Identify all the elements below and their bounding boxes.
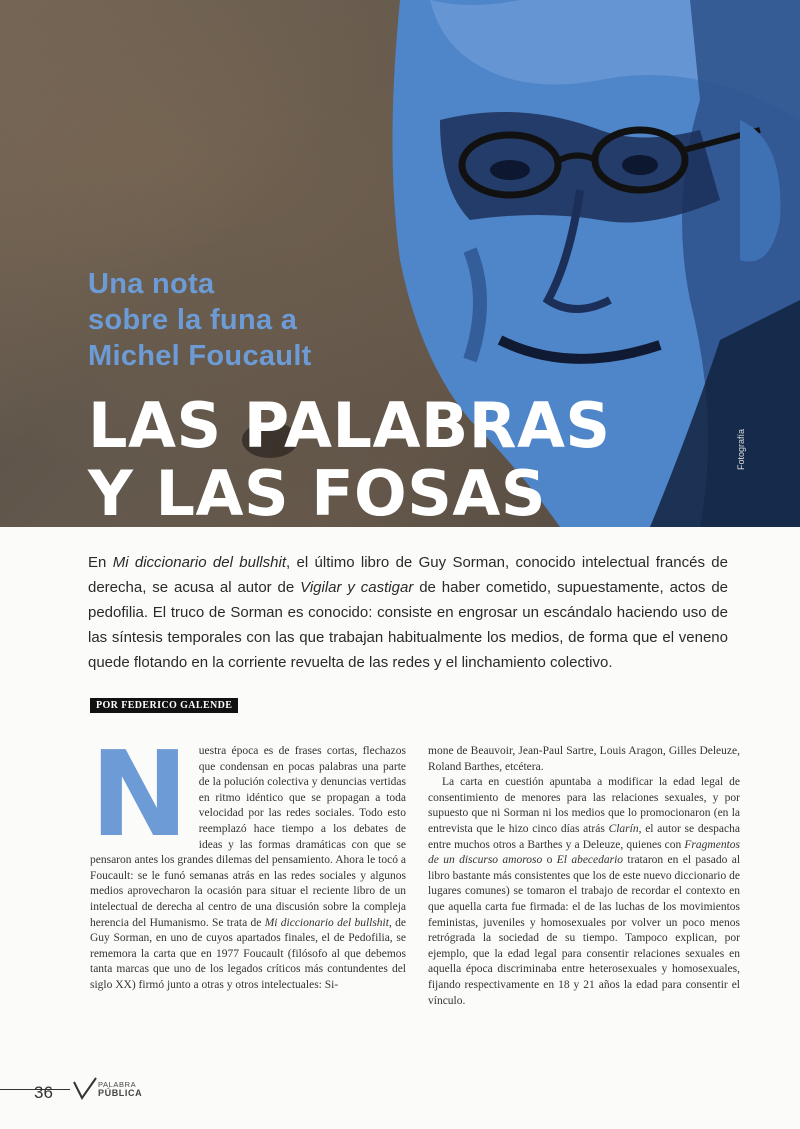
logo-line: PALABRA bbox=[98, 1080, 137, 1089]
book-title: Fragmentos de un discurso amoroso bbox=[428, 838, 740, 867]
logo-wordmark bbox=[98, 1080, 142, 1098]
body-text: uestra época es de frases cortas, flechazos que condensan en pocas palabras una parte de la polución colectiva y denuncias vertidas en ritmo idéntico que se propagan a toda velocidad por las redes sociales. Todo esto reemplazó hace tiempo a los debates de ideas y las formas dramáticas con que se pensaron antes los grandes dilemas del pensamiento. Ahora le tocó a Foucault: se le funó semanas atrás en las redes sociales y algunos medios aprovecharon la ocasión para situar el reciente libro de un intelectual de derecha al centro de una discusión sobre la compleja herencia del Humanismo. Se trata de bbox=[90, 745, 406, 929]
book-title: El abecedario bbox=[556, 854, 624, 867]
overtitle-line: Michel Foucault bbox=[88, 340, 312, 372]
article-title bbox=[88, 389, 768, 527]
magazine-logo bbox=[72, 1076, 143, 1107]
body-column-left bbox=[90, 725, 406, 994]
photo-credit: Fotografía bbox=[736, 428, 746, 470]
logo-check-icon bbox=[72, 1076, 98, 1102]
lede-text: , el último libro de Guy Sorman, conocido intelectual francés de derecha, se acusa al autor de bbox=[88, 554, 728, 596]
lede-text: de haber cometido, supuestamente, actos de pedofilia. El truco de Sorman es conocido: consiste en engrosar un escándalo haciendo uso de las síntesis temporales con las que trabajan habitualmente los medios, de forma que el veneno quede flotando en la corriente revuelta de las redes y el linchamiento colectivo. bbox=[88, 579, 728, 671]
title-line: LAS PALABRAS bbox=[88, 389, 611, 462]
body-text: , el autor se despacha entre muchos otros a Barthes y a Deleuze, quienes con bbox=[428, 822, 740, 851]
logo-line: PÚBLICA bbox=[98, 1088, 143, 1098]
hero-illustration bbox=[0, 0, 800, 527]
book-title: Mi diccionario del bullshit bbox=[264, 916, 389, 929]
lede-book-title: Mi diccionario del bullshit bbox=[112, 554, 286, 571]
body-text: trataron en el pasado al libro bastante más consistentes que los de este nuevo diccionario de lugares comunes) se tomaron el trabajo de recordar el contexto en que aquella carta fue firmada: el de las luchas de los movimientos feministas, juveniles y homosexuales por volver un poco menos retrógrada la sociedad de su tiempo. Tampoco explican, por ejemplo, que la edad legal para consentir relaciones sexuales en aquella época discriminaba entre heterosexuales y homosexuales, fijando respectivamente en 18 y 21 años la edad para consentir el vínculo. bbox=[428, 854, 741, 1007]
body-text: La carta en cuestión apuntaba a modificar la edad legal de consentimiento de menores para las relaciones sexuales, y por supuesto que ni Sorman ni los medios que lo promocionaron (en la entrevista que le hizo cinco días atrás bbox=[428, 776, 740, 835]
body-paragraph: mone de Beauvoir, Jean-Paul Sartre, Louis Aragon, Gilles Deleuze, Roland Barthes, etcétera. bbox=[428, 745, 740, 773]
body-text: , de Guy Sorman, en uno de cuyos apartados finales, el de Pedofilia, se rememora la carta que en 1977 Foucault (filósofo al que debemos tanta marcas que uno de los legados críticos más contundentes del siglo XX) firmó junto a otras y otros intelectuales: Si- bbox=[90, 916, 406, 991]
article-lede bbox=[88, 550, 728, 675]
lede-book-title: Vigilar y castigar bbox=[300, 579, 414, 596]
lede-text: En bbox=[88, 554, 113, 571]
newspaper-name: Clarín bbox=[608, 822, 639, 835]
page-number: 36 bbox=[34, 1083, 53, 1102]
body-paragraph bbox=[428, 775, 740, 1009]
body-text: o bbox=[542, 854, 557, 867]
dropcap: N bbox=[90, 725, 189, 863]
body-paragraph bbox=[90, 725, 406, 994]
body-column-right bbox=[428, 744, 740, 1009]
overtitle-line: sobre la funa a bbox=[88, 304, 298, 336]
article-overtitle bbox=[88, 266, 408, 374]
overtitle-line: Una nota bbox=[88, 268, 215, 300]
title-line: Y LAS FOSAS bbox=[88, 457, 547, 527]
byline: POR FEDERICO GALENDE bbox=[90, 698, 238, 713]
